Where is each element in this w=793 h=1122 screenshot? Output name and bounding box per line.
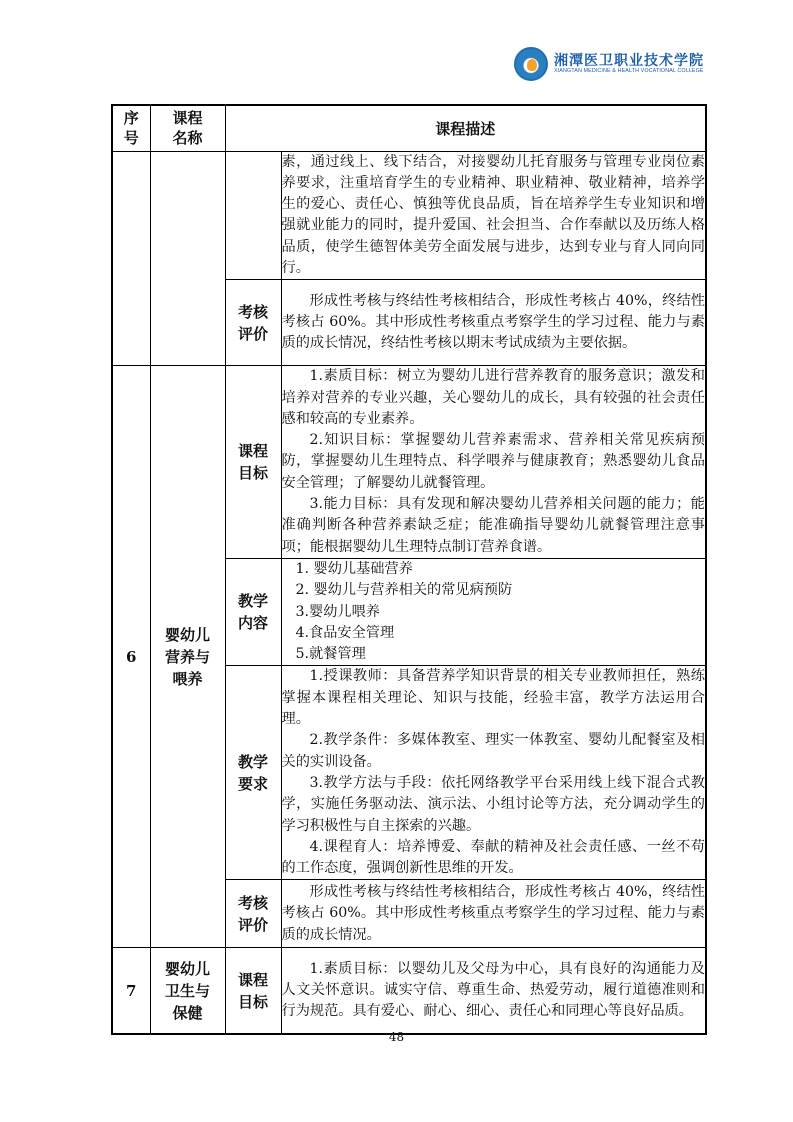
college-name-block [554,54,704,74]
subitem-label-line1: 考核 [237,893,268,912]
course-name-line2: 营养与 [164,647,210,666]
goal-item: 3.能力目标：具有发现和解决婴幼儿营养相关问题的能力；能准确判断各种营养素缺乏症；能准确指导婴幼儿就餐管理注意事项；能根据婴幼儿生理特点制订营养食谱。 [281,496,705,555]
course-desc-cell [281,151,706,280]
course-name-cell [150,366,225,948]
goal-item: 1.素质目标：树立为婴幼儿进行营养教育的服务意识；激发和培养对营养的专业兴趣，关心婴幼儿的成长，具有较强的社会责任感和较高的专业素养。 [281,368,705,427]
course-name-line1: 婴幼儿 [164,959,210,978]
table-header-row [112,105,706,151]
row-number: 7 [112,948,150,1034]
page-number: 48 [388,1030,405,1044]
subitem-label [225,280,281,366]
college-logo [514,44,714,84]
header-no [112,105,150,151]
header-no-line2: 号 [123,129,139,148]
course-name-line3: 喂养 [172,669,203,688]
course-name-cell [150,948,225,1034]
subitem-label-line1: 考核 [237,302,268,321]
subitem-label-line2: 评价 [237,915,268,934]
content-item: 4.食品安全管理 [295,624,395,641]
content-item: 1. 婴幼儿基础营养 [295,560,413,577]
subitem-label-line1: 课程 [237,442,268,461]
college-name-cn: 湘潭医卫职业技术学院 [554,52,704,69]
subitem-label-line1: 教学 [237,752,268,771]
subitem-label-line2: 评价 [237,324,268,343]
subitem-label-line2: 内容 [237,614,268,633]
requirement-item: 4.课程育人：培养博爱、奉献的精神及社会责任感、一丝不苟的工作态度，强调创新性思维的开发。 [281,838,705,877]
content-item: 2. 婴幼儿与营养相关的常见病预防 [295,582,513,599]
course-desc-cell [281,880,706,948]
course-name-line3: 保健 [172,1003,203,1022]
desc-paragraph: 形成性考核与终结性考核相结合，形成性考核占 40%，终结性考核占 60%。其中形成性考核重点考察学生的学习过程、能力与素质的成长情况。 [281,883,705,943]
row-number: 6 [112,366,150,948]
requirement-item: 3.教学方法与手段：依托网络教学平台采用线上线下混合式教学，实施任务驱动法、演示法、小组讨论等方法，充分调动学生的学习积极性与自主探索的兴趣。 [281,774,705,834]
requirement-item: 1.授课教师：具备营养学知识背景的相关专业教师担任，熟练掌握本课程相关理论、知识与技能，经验丰富，教学方法运用合理。 [281,668,705,728]
goal-item: 2.知识目标：掌握婴幼儿营养素需求、营养相关常见疾病预防，掌握婴幼儿生理特点、科学喂养与健康教育；熟悉婴幼儿食品安全管理；了解婴幼儿就餐管理。 [281,432,705,491]
college-emblem-icon [514,47,548,81]
course-name-cell [150,151,225,366]
table-row [112,151,706,280]
content-item: 3.婴幼儿喂养 [295,603,380,620]
subitem-label-line1: 课程 [237,970,268,989]
course-desc-cell [281,366,706,559]
header-name-line2: 名称 [172,129,203,148]
header-name [150,105,225,151]
college-name-en: XIANGTAN MEDICINE & HEALTH VOCATIONAL COLLEGE [554,67,704,74]
desc-paragraph: 素，通过线上、线下结合，对接婴幼儿托育服务与管理专业岗位素养要求，注重培育学生的专业精神、职业精神、敬业精神，培养学生的爱心、责任心、慎独等优良品质，旨在培养学生专业知识和增强就业能力的同时，提升爱国、社会担当、合作奉献以及历练人格品质，使学生德智体美劳全面发展与进步，达到专业与育人同向同行。 [281,153,705,276]
subitem-label-line2: 要求 [237,774,268,793]
table-row [112,948,706,1034]
requirement-item: 2.教学条件：多媒体教室、理实一体教室、婴幼儿配餐室及相关的实训设备。 [281,732,705,770]
subitem-label [225,558,281,665]
header-name-line1: 课程 [172,109,203,128]
course-name-line2: 卫生与 [164,981,210,1000]
subitem-label [225,666,281,880]
subitem-label-line2: 目标 [237,464,268,483]
subitem-label [225,366,281,559]
course-desc-cell [281,558,706,665]
course-desc-cell [281,666,706,880]
course-name-line1: 婴幼儿 [164,625,210,644]
row-number [112,151,150,366]
table-row [112,366,706,559]
header-desc: 课程描述 [225,105,706,151]
subitem-label-line1: 教学 [237,592,268,611]
course-table [111,104,707,1035]
course-desc-cell [281,280,706,366]
subitem-label [225,151,281,280]
subitem-label [225,880,281,948]
goal-item: 1.素质目标：以婴幼儿及父母为中心，具有良好的沟通能力及人文关怀意识。诚实守信、尊重生命、热爱劳动，履行道德准则和行为规范。具有爱心、耐心、细心、责任心和同理心等良好品质。 [281,960,705,1020]
desc-paragraph: 形成性考核与终结性考核相结合，形成性考核占 40%，终结性考核占 60%。其中形成性考核重点考察学生的学习过程、能力与素质的成长情况，终结性考核以期末考试成绩为主要依据。 [281,292,705,352]
subitem-label-line2: 目标 [237,992,268,1011]
subitem-label [225,948,281,1034]
course-desc-cell [281,948,706,1034]
header-no-line1: 序 [123,109,139,128]
content-item: 5.就餐管理 [295,646,366,663]
